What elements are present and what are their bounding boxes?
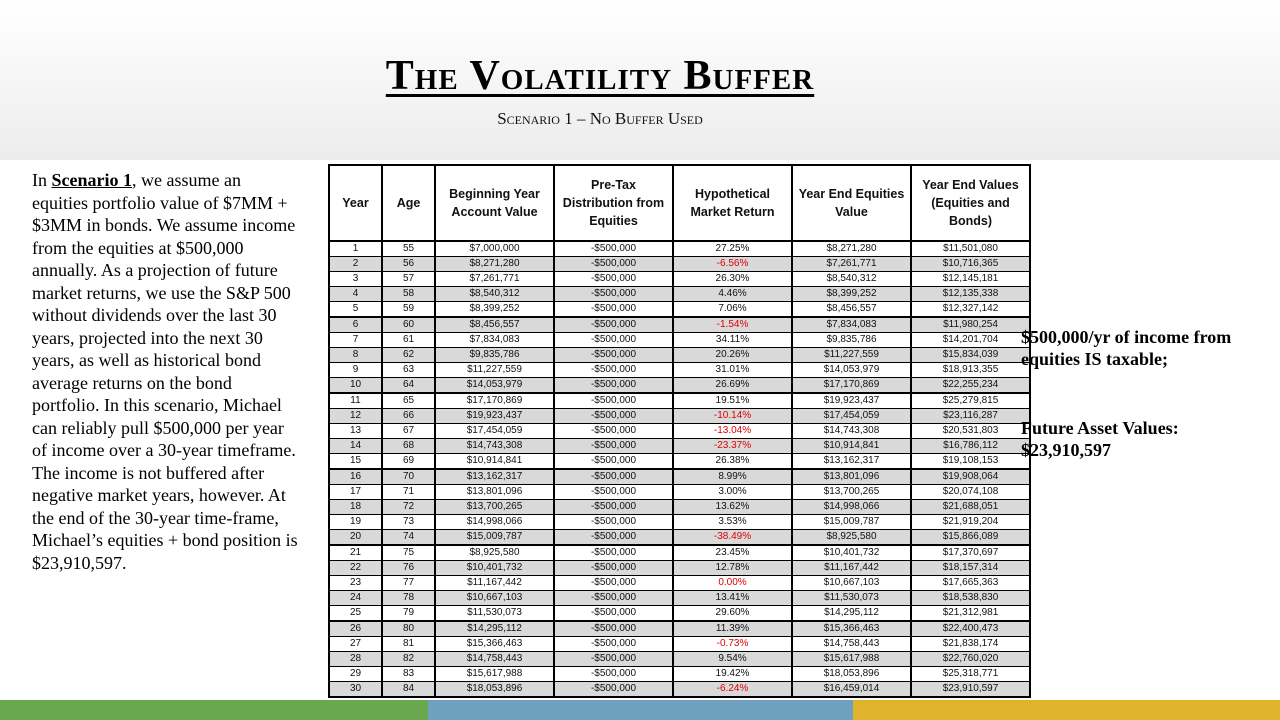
age-cell: 68 [382, 439, 435, 454]
year-end-values-cell: $12,145,181 [911, 272, 1030, 287]
beginning-value-cell: $7,000,000 [435, 241, 554, 257]
table-row [329, 591, 1030, 606]
table-row [329, 287, 1030, 302]
market-return-cell: 3.53% [673, 515, 792, 530]
table-row [329, 348, 1030, 363]
table-row [329, 241, 1030, 257]
year-end-values-cell: $11,501,080 [911, 241, 1030, 257]
year-cell: 29 [329, 667, 382, 682]
year-end-equities-cell: $8,271,280 [792, 241, 911, 257]
year-cell: 4 [329, 287, 382, 302]
table-row [329, 454, 1030, 470]
year-cell: 16 [329, 469, 382, 485]
year-end-values-cell: $25,279,815 [911, 393, 1030, 409]
table-row [329, 621, 1030, 637]
market-return-cell: 34.11% [673, 333, 792, 348]
beginning-value-cell: $17,454,059 [435, 424, 554, 439]
age-cell: 62 [382, 348, 435, 363]
distribution-cell: -$500,000 [554, 454, 673, 470]
year-end-equities-cell: $11,227,559 [792, 348, 911, 363]
table-row [329, 500, 1030, 515]
age-cell: 84 [382, 682, 435, 698]
year-cell: 11 [329, 393, 382, 409]
age-cell: 66 [382, 409, 435, 424]
year-end-equities-cell: $16,459,014 [792, 682, 911, 698]
age-cell: 79 [382, 606, 435, 622]
distribution-cell: -$500,000 [554, 591, 673, 606]
distribution-cell: -$500,000 [554, 606, 673, 622]
market-return-cell: -0.73% [673, 637, 792, 652]
footer-segment-green [0, 700, 428, 720]
market-return-cell: 26.38% [673, 454, 792, 470]
year-cell: 23 [329, 576, 382, 591]
year-end-values-cell: $18,157,314 [911, 561, 1030, 576]
year-end-values-cell: $12,135,338 [911, 287, 1030, 302]
year-cell: 18 [329, 500, 382, 515]
beginning-value-cell: $11,167,442 [435, 576, 554, 591]
market-return-cell: 19.51% [673, 393, 792, 409]
market-return-cell: -6.56% [673, 257, 792, 272]
future-asset-value: $23,910,597 [1021, 440, 1111, 460]
table-row [329, 515, 1030, 530]
year-end-values-cell: $18,913,355 [911, 363, 1030, 378]
page-subtitle: Scenario 1 – No Buffer Used [497, 109, 703, 128]
year-end-values-cell: $12,327,142 [911, 302, 1030, 318]
header-year-end-values: Year End Values (Equities and Bonds) [911, 165, 1030, 241]
market-return-cell: 11.39% [673, 621, 792, 637]
year-cell: 12 [329, 409, 382, 424]
market-return-cell: 13.62% [673, 500, 792, 515]
footer-segment-gold [853, 700, 1280, 720]
market-return-cell: 9.54% [673, 652, 792, 667]
header-beginning-value: Beginning Year Account Value [435, 165, 554, 241]
year-cell: 28 [329, 652, 382, 667]
distribution-cell: -$500,000 [554, 682, 673, 698]
beginning-value-cell: $8,271,280 [435, 257, 554, 272]
table-row [329, 485, 1030, 500]
market-return-cell: -23.37% [673, 439, 792, 454]
beginning-value-cell: $14,295,112 [435, 621, 554, 637]
age-cell: 67 [382, 424, 435, 439]
year-end-values-cell: $25,318,771 [911, 667, 1030, 682]
distribution-cell: -$500,000 [554, 272, 673, 287]
year-cell: 22 [329, 561, 382, 576]
distribution-cell: -$500,000 [554, 241, 673, 257]
age-cell: 74 [382, 530, 435, 546]
year-end-values-cell: $17,370,697 [911, 545, 1030, 561]
distribution-cell: -$500,000 [554, 576, 673, 591]
beginning-value-cell: $15,009,787 [435, 530, 554, 546]
year-end-equities-cell: $9,835,786 [792, 333, 911, 348]
beginning-value-cell: $13,700,265 [435, 500, 554, 515]
age-cell: 63 [382, 363, 435, 378]
age-cell: 82 [382, 652, 435, 667]
table-row [329, 302, 1030, 318]
beginning-value-cell: $8,540,312 [435, 287, 554, 302]
year-end-equities-cell: $10,914,841 [792, 439, 911, 454]
distribution-cell: -$500,000 [554, 561, 673, 576]
market-return-cell: 26.69% [673, 378, 792, 394]
header-age: Age [382, 165, 435, 241]
beginning-value-cell: $13,162,317 [435, 469, 554, 485]
table-row [329, 545, 1030, 561]
income-taxable-note: $500,000/yr of income from equities IS taxable; [1021, 327, 1232, 369]
table-row [329, 439, 1030, 454]
distribution-cell: -$500,000 [554, 393, 673, 409]
table-row [329, 652, 1030, 667]
year-end-equities-cell: $19,923,437 [792, 393, 911, 409]
age-cell: 58 [382, 287, 435, 302]
year-end-equities-cell: $14,295,112 [792, 606, 911, 622]
age-cell: 71 [382, 485, 435, 500]
market-return-cell: 19.42% [673, 667, 792, 682]
year-end-equities-cell: $8,399,252 [792, 287, 911, 302]
beginning-value-cell: $14,053,979 [435, 378, 554, 394]
year-end-values-cell: $15,866,089 [911, 530, 1030, 546]
beginning-value-cell: $18,053,896 [435, 682, 554, 698]
year-end-values-cell: $19,108,153 [911, 454, 1030, 470]
year-end-values-cell: $17,665,363 [911, 576, 1030, 591]
year-end-equities-cell: $14,998,066 [792, 500, 911, 515]
future-asset-label: Future Asset Values: [1021, 418, 1179, 438]
table-row [329, 333, 1030, 348]
beginning-value-cell: $11,227,559 [435, 363, 554, 378]
projection-table [328, 164, 1031, 698]
distribution-cell: -$500,000 [554, 485, 673, 500]
distribution-cell: -$500,000 [554, 257, 673, 272]
year-end-values-cell: $22,400,473 [911, 621, 1030, 637]
year-end-values-cell: $21,919,204 [911, 515, 1030, 530]
year-cell: 9 [329, 363, 382, 378]
year-end-equities-cell: $18,053,896 [792, 667, 911, 682]
year-cell: 6 [329, 317, 382, 333]
year-end-equities-cell: $14,053,979 [792, 363, 911, 378]
year-end-equities-cell: $11,530,073 [792, 591, 911, 606]
market-return-cell: 20.26% [673, 348, 792, 363]
year-end-equities-cell: $7,261,771 [792, 257, 911, 272]
year-end-equities-cell: $13,801,096 [792, 469, 911, 485]
market-return-cell: 7.06% [673, 302, 792, 318]
age-cell: 83 [382, 667, 435, 682]
distribution-cell: -$500,000 [554, 500, 673, 515]
year-end-values-cell: $22,760,020 [911, 652, 1030, 667]
year-end-values-cell: $23,910,597 [911, 682, 1030, 698]
distribution-cell: -$500,000 [554, 652, 673, 667]
year-cell: 17 [329, 485, 382, 500]
distribution-cell: -$500,000 [554, 515, 673, 530]
footer-segment-blue [428, 700, 853, 720]
distribution-cell: -$500,000 [554, 545, 673, 561]
beginning-value-cell: $8,925,580 [435, 545, 554, 561]
market-return-cell: 29.60% [673, 606, 792, 622]
scenario-description [32, 169, 300, 574]
header-distribution: Pre-Tax Distribution from Equities [554, 165, 673, 241]
year-end-values-cell: $16,786,112 [911, 439, 1030, 454]
age-cell: 73 [382, 515, 435, 530]
table-row [329, 257, 1030, 272]
market-return-cell: -10.14% [673, 409, 792, 424]
year-end-values-cell: $19,908,064 [911, 469, 1030, 485]
year-end-equities-cell: $8,540,312 [792, 272, 911, 287]
age-cell: 57 [382, 272, 435, 287]
year-end-equities-cell: $10,401,732 [792, 545, 911, 561]
age-cell: 55 [382, 241, 435, 257]
age-cell: 59 [382, 302, 435, 318]
age-cell: 60 [382, 317, 435, 333]
table-row [329, 363, 1030, 378]
table-header-row [329, 165, 1030, 241]
year-cell: 3 [329, 272, 382, 287]
beginning-value-cell: $8,399,252 [435, 302, 554, 318]
distribution-cell: -$500,000 [554, 621, 673, 637]
age-cell: 61 [382, 333, 435, 348]
distribution-cell: -$500,000 [554, 439, 673, 454]
table-body [329, 241, 1030, 697]
year-cell: 21 [329, 545, 382, 561]
market-return-cell: 13.41% [673, 591, 792, 606]
distribution-cell: -$500,000 [554, 348, 673, 363]
year-end-equities-cell: $7,834,083 [792, 317, 911, 333]
age-cell: 75 [382, 545, 435, 561]
page-title: The Volatility Buffer [385, 53, 815, 99]
market-return-cell: 8.99% [673, 469, 792, 485]
year-end-equities-cell: $15,366,463 [792, 621, 911, 637]
table-row [329, 667, 1030, 682]
table-row [329, 317, 1030, 333]
table-row [329, 272, 1030, 287]
year-end-values-cell: $22,255,234 [911, 378, 1030, 394]
year-cell: 8 [329, 348, 382, 363]
header-market-return: Hypothetical Market Return [673, 165, 792, 241]
age-cell: 78 [382, 591, 435, 606]
year-cell: 15 [329, 454, 382, 470]
year-end-values-cell: $20,074,108 [911, 485, 1030, 500]
table-row [329, 682, 1030, 698]
footer-color-bar [0, 700, 1280, 720]
distribution-cell: -$500,000 [554, 287, 673, 302]
year-end-values-cell: $15,834,039 [911, 348, 1030, 363]
table-row [329, 530, 1030, 546]
beginning-value-cell: $17,170,869 [435, 393, 554, 409]
market-return-cell: 3.00% [673, 485, 792, 500]
year-cell: 1 [329, 241, 382, 257]
age-cell: 80 [382, 621, 435, 637]
distribution-cell: -$500,000 [554, 378, 673, 394]
distribution-cell: -$500,000 [554, 469, 673, 485]
year-end-values-cell: $20,531,803 [911, 424, 1030, 439]
beginning-value-cell: $10,401,732 [435, 561, 554, 576]
distribution-cell: -$500,000 [554, 317, 673, 333]
year-cell: 19 [329, 515, 382, 530]
year-end-values-cell: $18,538,830 [911, 591, 1030, 606]
year-end-values-cell: $10,716,365 [911, 257, 1030, 272]
table-row [329, 393, 1030, 409]
year-cell: 27 [329, 637, 382, 652]
table-row [329, 409, 1030, 424]
year-cell: 10 [329, 378, 382, 394]
beginning-value-cell: $9,835,786 [435, 348, 554, 363]
year-end-equities-cell: $10,667,103 [792, 576, 911, 591]
table-row [329, 424, 1030, 439]
distribution-cell: -$500,000 [554, 333, 673, 348]
market-return-cell: 0.00% [673, 576, 792, 591]
scenario-label: Scenario 1 [51, 170, 132, 190]
description-body: , we assume an equities portfolio value of $7MM + $3MM in bonds. We assume income from the equities at $500,000 annually. As a projection of future market returns, we use the S&P 500 without dividends over the last 30 years, projected into the next 30 years, as well as historical bond average returns on the bond portfolio. In this scenario, Michael can reliably pull $500,000 per year of income over a 30-year timeframe. The income is not buffered after negative market years, however. At the end of the 30-year time-frame, Michael’s equities + bond position is $23,910,597. [32, 170, 298, 573]
projection-table-container [328, 164, 1031, 698]
header-year: Year [329, 165, 382, 241]
year-cell: 14 [329, 439, 382, 454]
year-cell: 2 [329, 257, 382, 272]
beginning-value-cell: $11,530,073 [435, 606, 554, 622]
year-end-values-cell: $21,838,174 [911, 637, 1030, 652]
distribution-cell: -$500,000 [554, 409, 673, 424]
market-return-cell: -13.04% [673, 424, 792, 439]
market-return-cell: 31.01% [673, 363, 792, 378]
year-cell: 13 [329, 424, 382, 439]
market-return-cell: 4.46% [673, 287, 792, 302]
year-end-values-cell: $23,116,287 [911, 409, 1030, 424]
table-row [329, 378, 1030, 394]
year-end-equities-cell: $15,009,787 [792, 515, 911, 530]
year-cell: 30 [329, 682, 382, 698]
year-cell: 24 [329, 591, 382, 606]
age-cell: 77 [382, 576, 435, 591]
distribution-cell: -$500,000 [554, 637, 673, 652]
market-return-cell: 12.78% [673, 561, 792, 576]
year-end-equities-cell: $11,167,442 [792, 561, 911, 576]
year-end-equities-cell: $17,454,059 [792, 409, 911, 424]
beginning-value-cell: $10,667,103 [435, 591, 554, 606]
distribution-cell: -$500,000 [554, 302, 673, 318]
market-return-cell: -1.54% [673, 317, 792, 333]
table-row [329, 576, 1030, 591]
year-end-equities-cell: $17,170,869 [792, 378, 911, 394]
age-cell: 56 [382, 257, 435, 272]
beginning-value-cell: $14,998,066 [435, 515, 554, 530]
market-return-cell: 26.30% [673, 272, 792, 287]
year-end-values-cell: $21,312,981 [911, 606, 1030, 622]
beginning-value-cell: $15,617,988 [435, 667, 554, 682]
year-end-equities-cell: $13,162,317 [792, 454, 911, 470]
age-cell: 76 [382, 561, 435, 576]
year-end-values-cell: $21,688,051 [911, 500, 1030, 515]
table-row [329, 637, 1030, 652]
beginning-value-cell: $13,801,096 [435, 485, 554, 500]
age-cell: 65 [382, 393, 435, 409]
beginning-value-cell: $7,261,771 [435, 272, 554, 287]
market-return-cell: -6.24% [673, 682, 792, 698]
year-cell: 20 [329, 530, 382, 546]
description-intro: In [32, 170, 52, 190]
year-end-values-cell: $14,201,704 [911, 333, 1030, 348]
age-cell: 70 [382, 469, 435, 485]
year-end-equities-cell: $8,456,557 [792, 302, 911, 318]
year-end-equities-cell: $13,700,265 [792, 485, 911, 500]
beginning-value-cell: $14,743,308 [435, 439, 554, 454]
year-cell: 26 [329, 621, 382, 637]
market-return-cell: -38.49% [673, 530, 792, 546]
beginning-value-cell: $10,914,841 [435, 454, 554, 470]
year-cell: 7 [329, 333, 382, 348]
header-year-end-equities: Year End Equities Value [792, 165, 911, 241]
age-cell: 81 [382, 637, 435, 652]
market-return-cell: 23.45% [673, 545, 792, 561]
distribution-cell: -$500,000 [554, 424, 673, 439]
beginning-value-cell: $8,456,557 [435, 317, 554, 333]
distribution-cell: -$500,000 [554, 363, 673, 378]
year-cell: 5 [329, 302, 382, 318]
beginning-value-cell: $19,923,437 [435, 409, 554, 424]
year-end-equities-cell: $14,743,308 [792, 424, 911, 439]
distribution-cell: -$500,000 [554, 667, 673, 682]
year-end-equities-cell: $14,758,443 [792, 637, 911, 652]
year-cell: 25 [329, 606, 382, 622]
age-cell: 69 [382, 454, 435, 470]
age-cell: 72 [382, 500, 435, 515]
table-row [329, 606, 1030, 622]
beginning-value-cell: $14,758,443 [435, 652, 554, 667]
table-row [329, 469, 1030, 485]
year-end-equities-cell: $15,617,988 [792, 652, 911, 667]
year-end-values-cell: $11,980,254 [911, 317, 1030, 333]
beginning-value-cell: $15,366,463 [435, 637, 554, 652]
table-row [329, 561, 1030, 576]
beginning-value-cell: $7,834,083 [435, 333, 554, 348]
year-end-equities-cell: $8,925,580 [792, 530, 911, 546]
market-return-cell: 27.25% [673, 241, 792, 257]
distribution-cell: -$500,000 [554, 530, 673, 546]
age-cell: 64 [382, 378, 435, 394]
